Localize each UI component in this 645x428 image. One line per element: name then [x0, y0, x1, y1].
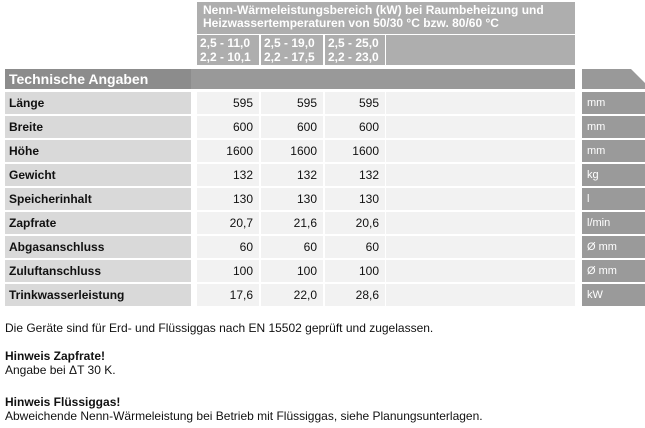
note-gas-text: Abweichende Nenn-Wärmeleistung bei Betrieb mit Flüssiggas, siehe Planungsunterlagen.: [5, 409, 483, 423]
row-label: Speicherinhalt: [5, 188, 191, 210]
row-value-3: 132: [325, 164, 385, 186]
row-spacer: [386, 236, 575, 258]
row-unit: kW: [582, 284, 645, 306]
unit-column-header: [582, 69, 645, 89]
row-unit: Ø mm: [582, 236, 645, 258]
row-value-3: 130: [325, 188, 385, 210]
row-value-1: 1600: [197, 140, 259, 162]
row-value-3: 100: [325, 260, 385, 282]
row-spacer: [386, 164, 575, 186]
row-value-2: 22,0: [261, 284, 323, 306]
note-zapfrate-title: [5, 349, 105, 363]
row-unit: mm: [582, 116, 645, 138]
row-label: Zuluftanschluss: [5, 260, 191, 282]
row-value-1: 132: [197, 164, 259, 186]
row-unit: mm: [582, 92, 645, 114]
row-value-2: 1600: [261, 140, 323, 162]
row-value-1: 600: [197, 116, 259, 138]
row-value-2: 100: [261, 260, 323, 282]
header-title: [197, 2, 575, 34]
range-header-1-line2: 2,2 - 10,1: [200, 50, 251, 64]
row-value-2: 60: [261, 236, 323, 258]
row-value-1: 595: [197, 92, 259, 114]
row-value-3: 600: [325, 116, 385, 138]
row-spacer: [386, 188, 575, 210]
row-unit: l/min: [582, 212, 645, 234]
row-spacer: [386, 260, 575, 282]
row-spacer: [386, 212, 575, 234]
note-zapfrate-title-text: Hinweis Zapfrate!: [5, 349, 106, 363]
row-value-2: 132: [261, 164, 323, 186]
row-spacer: [386, 140, 575, 162]
row-value-2: 595: [261, 92, 323, 114]
header-title-line1: Nenn-Wärmeleistungsbereich (kW) bei Raumbeheizung und: [203, 3, 544, 17]
note-general: Die Geräte sind für Erd- und Flüssiggas nach EN 15502 geprüft und zugelassen.: [5, 321, 434, 335]
range-header-3-line2: 2,2 - 23,0: [328, 50, 379, 64]
range-header-1: [197, 35, 259, 65]
row-value-1: 20,7: [197, 212, 259, 234]
row-value-3: 60: [325, 236, 385, 258]
note-gas-title-text: Hinweis Flüssiggas!: [5, 395, 121, 409]
row-label: Zapfrate: [5, 212, 191, 234]
row-label: Gewicht: [5, 164, 191, 186]
row-value-2: 21,6: [261, 212, 323, 234]
row-spacer: [386, 92, 575, 114]
row-label: Trinkwasserleistung: [5, 284, 191, 306]
row-unit: Ø mm: [582, 260, 645, 282]
note-gas-title: [5, 395, 120, 409]
section-title: Technische Angaben: [5, 69, 191, 89]
range-header-3: [325, 35, 385, 65]
row-value-1: 60: [197, 236, 259, 258]
row-unit: l: [582, 188, 645, 210]
row-value-3: 20,6: [325, 212, 385, 234]
row-value-3: 1600: [325, 140, 385, 162]
row-unit: mm: [582, 140, 645, 162]
row-label: Abgasanschluss: [5, 236, 191, 258]
row-value-3: 28,6: [325, 284, 385, 306]
note-zapfrate-text: Angabe bei ΔT 30 K.: [5, 363, 116, 377]
row-value-1: 130: [197, 188, 259, 210]
row-value-1: 100: [197, 260, 259, 282]
row-value-3: 595: [325, 92, 385, 114]
header-title-line2: Heizwassertemperaturen von 50/30 °C bzw. 80/60 °C: [203, 16, 499, 30]
row-label: Länge: [5, 92, 191, 114]
row-spacer: [386, 284, 575, 306]
row-label: Höhe: [5, 140, 191, 162]
range-header-2: [261, 35, 323, 65]
row-value-2: 130: [261, 188, 323, 210]
range-header-1-line1: 2,5 - 11,0: [200, 36, 251, 50]
range-header-3-line1: 2,5 - 25,0: [328, 36, 379, 50]
row-value-2: 600: [261, 116, 323, 138]
range-header-2-line1: 2,5 - 19,0: [264, 36, 315, 50]
row-spacer: [386, 116, 575, 138]
range-header-2-line2: 2,2 - 17,5: [264, 50, 315, 64]
row-label: Breite: [5, 116, 191, 138]
row-unit: kg: [582, 164, 645, 186]
row-value-1: 17,6: [197, 284, 259, 306]
range-header-spacer: [386, 35, 575, 65]
